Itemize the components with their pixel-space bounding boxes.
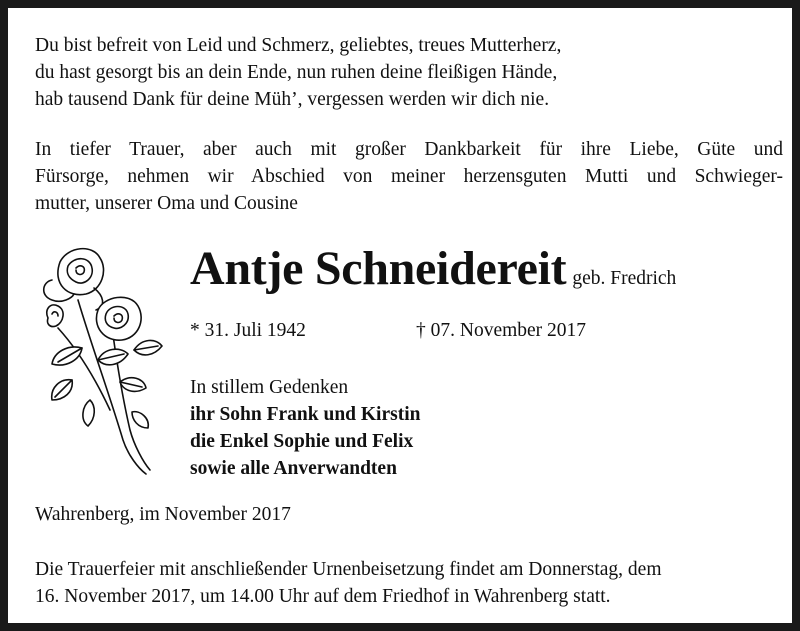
intro-text <box>35 136 783 217</box>
verse-line: hab tausend Dank für deine Müh’, vergessen werden wir dich nie. <box>35 89 550 110</box>
deceased-name: Antje Schneidereit <box>190 242 567 295</box>
intro-line: Fürsorge, nehmen wir Abschied von meiner herzensguten Mutti und Schwieger- <box>35 166 783 187</box>
verse-line: du hast gesorgt bis an dein Ende, nun ruhen deine fleißigen Hände, <box>35 62 558 83</box>
place-date: Wahrenberg, im November 2017 <box>35 504 291 525</box>
funeral-notice <box>35 556 662 610</box>
mourners-intro: In stillem Gedenken <box>190 377 349 398</box>
deceased-name-block <box>190 242 676 296</box>
mourner-line: ihr Sohn Frank und Kirstin <box>190 404 421 425</box>
mourner-line: die Enkel Sophie und Felix <box>190 431 414 452</box>
mourners <box>190 374 420 482</box>
intro-line: mutter, unserer Oma und Cousine <box>35 193 298 214</box>
birth-date: * 31. Juli 1942 <box>190 320 306 341</box>
funeral-line: Die Trauerfeier mit anschließender Urnenbeisetzung findet am Donnerstag, dem <box>35 559 662 580</box>
intro-line: In tiefer Trauer, aber auch mit großer Dankbarkeit für ihre Liebe, Güte und <box>35 139 783 160</box>
verse <box>35 32 561 113</box>
mourner-line: sowie alle Anverwandten <box>190 458 397 479</box>
funeral-line: 16. November 2017, um 14.00 Uhr auf dem Friedhof in Wahrenberg statt. <box>35 586 611 607</box>
maiden-name: geb. Fredrich <box>572 268 677 289</box>
death-date: † 07. November 2017 <box>416 320 587 341</box>
verse-line: Du bist befreit von Leid und Schmerz, geliebtes, treues Mutterherz, <box>35 35 562 56</box>
roses-illustration-icon <box>38 240 168 480</box>
